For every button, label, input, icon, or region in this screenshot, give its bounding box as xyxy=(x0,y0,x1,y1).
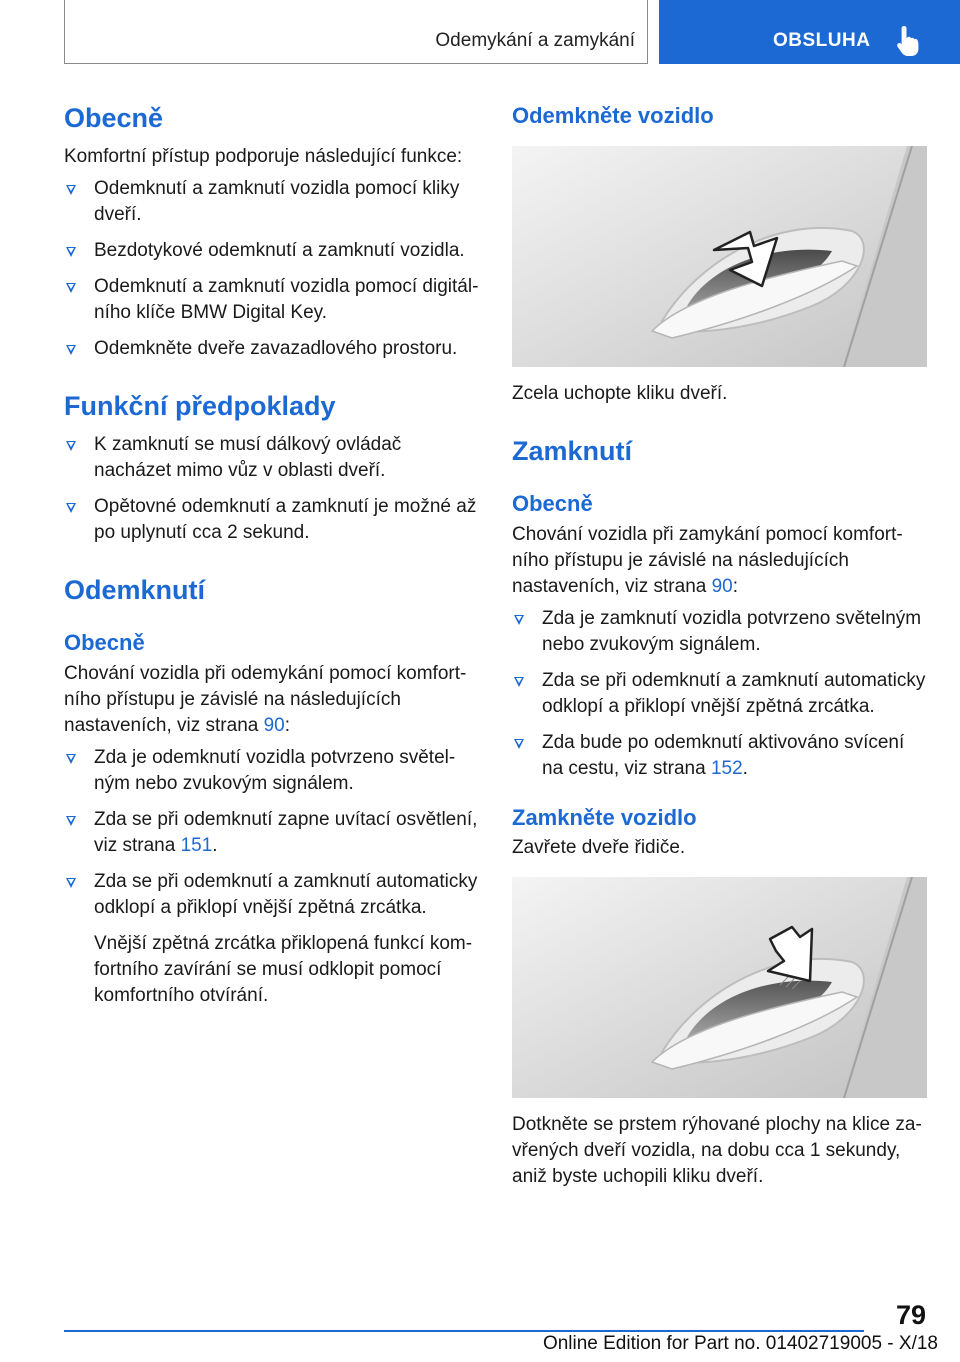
page-link-152[interactable]: 152 xyxy=(710,757,743,779)
page-link-90[interactable]: 90 xyxy=(711,575,733,597)
lock-settings-list xyxy=(512,606,927,782)
door-handle-touch-photo xyxy=(512,877,927,1098)
bullet-triangle-icon xyxy=(66,878,76,888)
bullet-triangle-icon xyxy=(514,739,524,749)
unlock-settings-text: Chování vozidla při odemykání pomocí komfortního přístupu je závislé na následujících nastaveních, viz strana 90: xyxy=(64,662,467,736)
header-chapter-label: OBSLUHA xyxy=(773,30,871,51)
list-item: Bezdotykové odemknutí a zamknutí vozidla. xyxy=(64,238,479,264)
mirror-note: Vnější zpětná zrcátka přiklopená funkcí komfortního zavírání se musí odklopit pomocí komfortního otvírání. xyxy=(94,932,473,1006)
page-link-151[interactable]: 151 xyxy=(180,834,213,856)
heading-unlock: Odemknutí xyxy=(64,574,206,605)
bullet-triangle-icon xyxy=(514,615,524,625)
list-item: Odemkněte dveře zavazadlového prostoru. xyxy=(64,336,479,362)
header-section-title: Odemykání a zamykání xyxy=(435,30,635,51)
lock-vehicle-intro: Zavřete dveře řidiče. xyxy=(512,837,686,859)
list-item: Zda je odemknutí vozidla potvrzeno světelným nebo zvukovým signálem. xyxy=(64,745,479,797)
bullet-triangle-icon xyxy=(66,185,76,195)
page-link-90[interactable]: 90 xyxy=(263,714,285,736)
list-item: Zda se při odemknutí a zamknutí automaticky odklopí a přiklopí vnější zpětná zrcátka. xyxy=(64,869,479,921)
footer-rule xyxy=(64,1330,864,1332)
unlock-caption: Zcela uchopte kliku dveří. xyxy=(512,382,728,404)
subheading-lock-general: Obecně xyxy=(512,491,593,517)
right-column xyxy=(512,96,927,1196)
footer-edition: Online Edition for Part no. 01402719005 - X/18 xyxy=(542,1333,938,1354)
list-item: Odemknutí a zamknutí vozidla pomocí digitálního klíče BMW Digital Key. xyxy=(64,274,479,326)
list-item: Zda se při odemknutí zapne uvítací osvětlení, viz strana 151. xyxy=(64,807,479,859)
list-item: K zamknutí se musí dálkový ovládač nacházet mimo vůz v oblasti dveří. xyxy=(64,432,479,484)
header-section-box xyxy=(64,0,648,64)
left-column xyxy=(64,96,479,1015)
page-number: 79 xyxy=(896,1300,927,1330)
bullet-triangle-icon xyxy=(66,247,76,257)
general-feature-list xyxy=(64,176,479,362)
heading-lock: Zamknutí xyxy=(512,435,633,466)
bullet-triangle-icon xyxy=(66,503,76,513)
lock-settings-text: Chování vozidla při zamykání pomocí komfortního přístupu je závislé na následujících nastaveních, viz strana 90: xyxy=(512,523,903,597)
list-item: Zda bude po odemknutí aktivováno svícení na cestu, viz strana 152. xyxy=(512,730,927,782)
bullet-triangle-icon xyxy=(66,345,76,355)
general-intro: Komfortní přístup podporuje následující funkce: xyxy=(64,145,463,167)
lock-caption: Dotkněte se prstem rýhované plochy na klice zavřených dveří vozidla, na dobu cca 1 sekundy, aniž byste uchopili kliku dveří. xyxy=(512,1114,922,1188)
list-item: Zda se při odemknutí a zamknutí automaticky odklopí a přiklopí vnější zpětná zrcátka. xyxy=(512,668,927,720)
bullet-triangle-icon xyxy=(66,816,76,826)
heading-unlock-vehicle: Odemkněte vozidlo xyxy=(512,103,714,128)
door-handle-grip-photo xyxy=(512,146,927,367)
bullet-triangle-icon xyxy=(66,754,76,764)
heading-requirements: Funkční předpoklady xyxy=(64,390,336,421)
bullet-triangle-icon xyxy=(66,441,76,451)
bullet-triangle-icon xyxy=(66,283,76,293)
list-item: Odemknutí a zamknutí vozidla pomocí kliky dveří. xyxy=(64,176,479,228)
bullet-triangle-icon xyxy=(514,677,524,687)
requirements-list xyxy=(64,432,479,546)
header-chapter-tab xyxy=(659,0,960,64)
heading-general: Obecně xyxy=(64,103,164,133)
list-item: Zda je zamknutí vozidla potvrzeno světelným nebo zvukovým signálem. xyxy=(512,606,927,658)
heading-lock-vehicle: Zamkněte vozidlo xyxy=(512,804,697,830)
list-item: Opětovné odemknutí a zamknutí je možné až po uplynutí cca 2 sekund. xyxy=(64,494,479,546)
hand-pointer-icon xyxy=(895,24,921,58)
subheading-unlock-general: Obecně xyxy=(64,630,145,656)
unlock-settings-list xyxy=(64,745,479,921)
